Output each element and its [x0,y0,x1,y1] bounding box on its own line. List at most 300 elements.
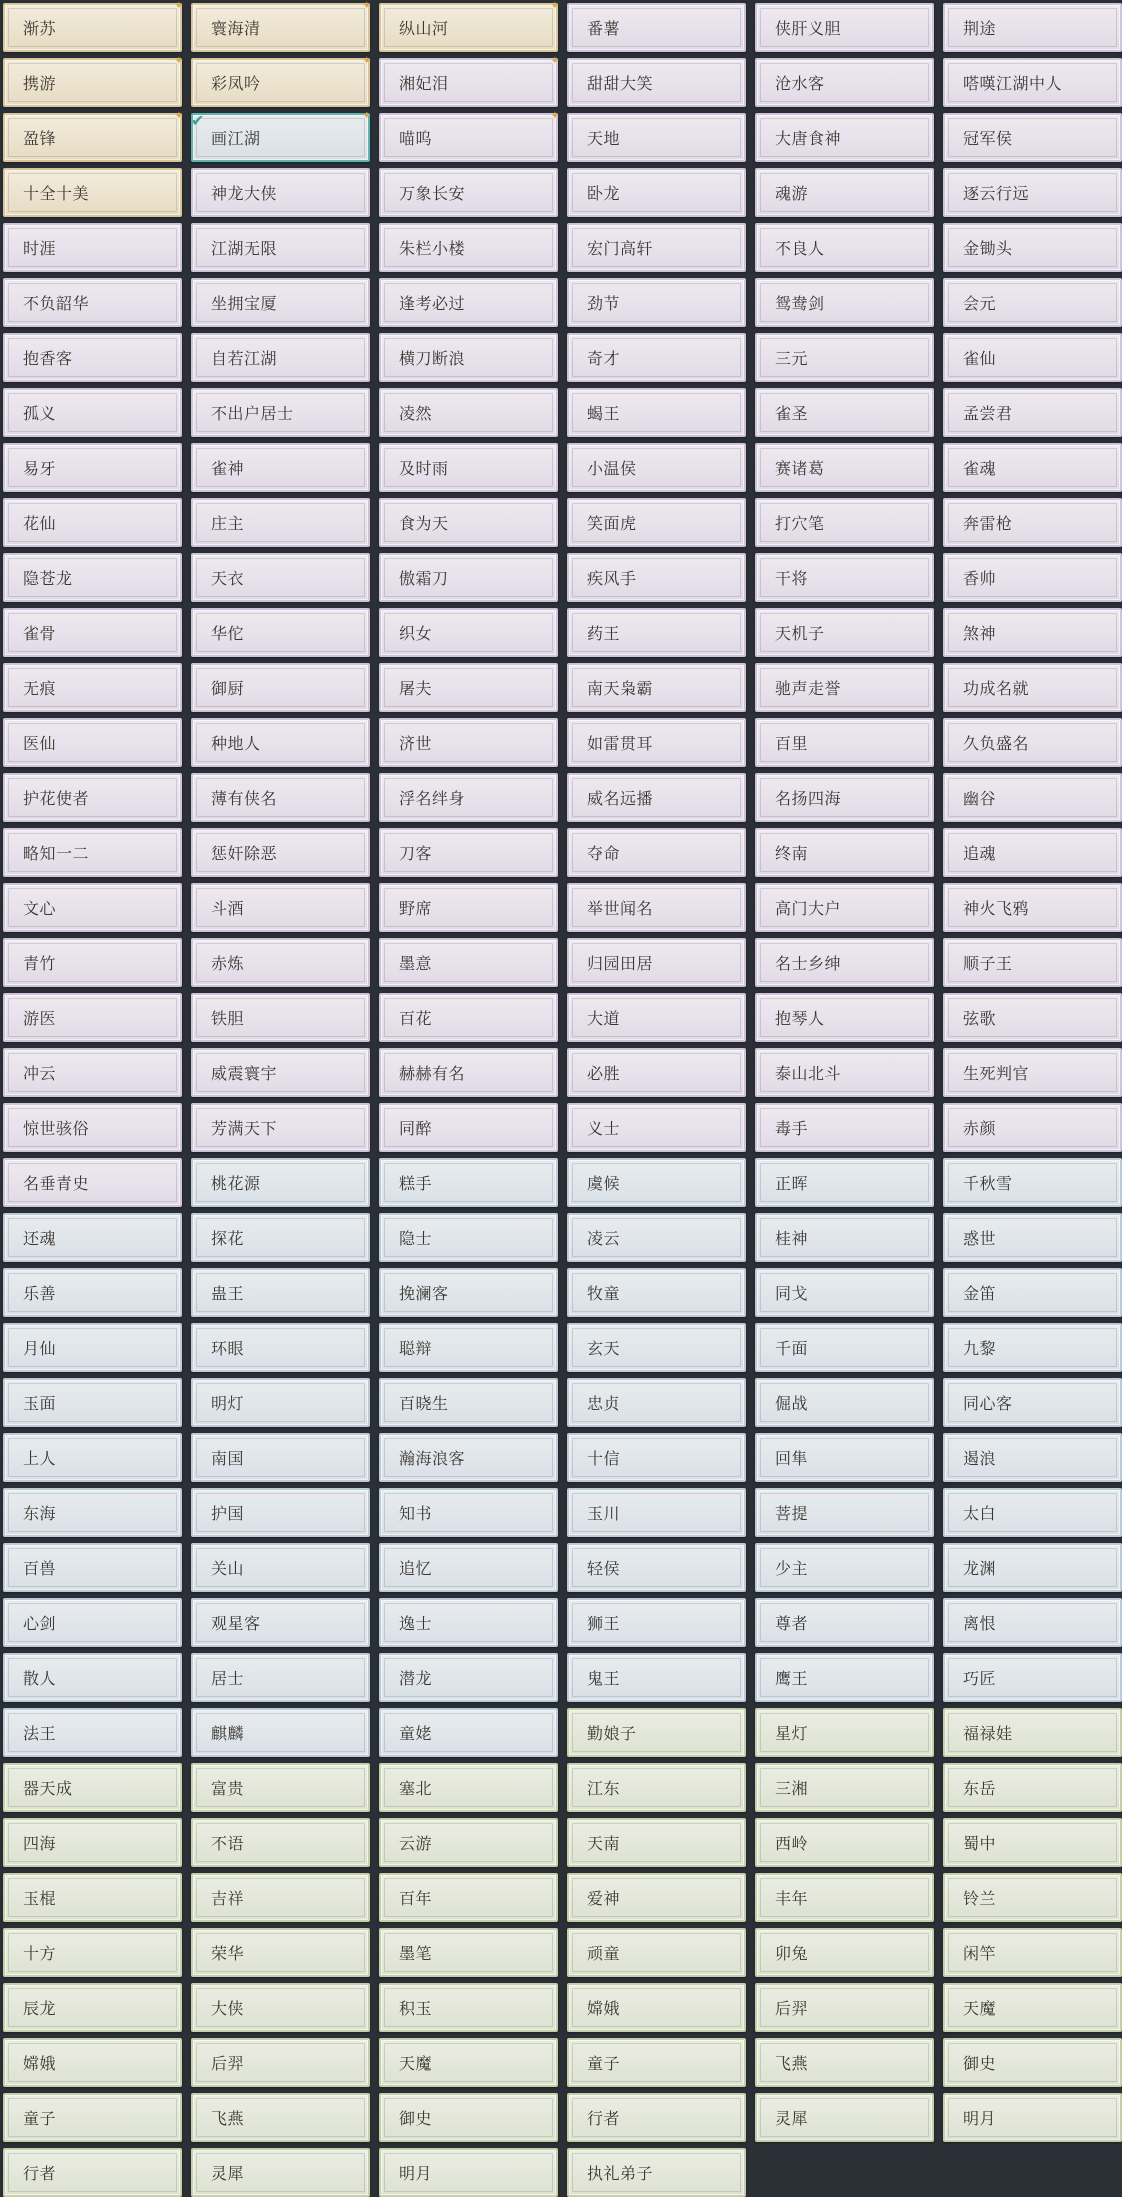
title-tag[interactable] [379,1928,558,1977]
title-tag[interactable] [943,2038,1122,2087]
title-tag[interactable] [755,333,934,382]
title-tag[interactable] [191,1158,370,1207]
title-tag[interactable] [567,663,746,712]
title-tag[interactable] [943,278,1122,327]
title-tag[interactable] [191,1928,370,1977]
title-tag[interactable] [3,168,182,217]
title-tag[interactable] [3,2093,182,2142]
title-tag[interactable] [3,1708,182,1757]
title-tag[interactable] [191,168,370,217]
title-tag-label: 少主 [775,1558,809,1578]
title-tag-label: 百晓生 [399,1393,449,1413]
title-tag[interactable] [3,498,182,547]
title-tag[interactable] [191,1543,370,1592]
title-tag[interactable] [379,223,558,272]
title-tag-label: 天魔 [399,2053,433,2073]
title-tag-label: 同醉 [399,1118,433,1138]
title-tag[interactable] [3,54,184,107]
title-tag[interactable] [755,1708,934,1757]
title-tag[interactable] [191,2148,370,2197]
title-tag-label: 奇才 [587,348,621,368]
title-tag-label: 居士 [211,1668,245,1688]
title-tag[interactable] [567,608,746,657]
title-tag-label: 墨意 [399,953,433,973]
title-tag[interactable] [755,1763,934,1812]
title-tag[interactable] [191,1708,370,1757]
title-tag[interactable] [379,2148,558,2197]
title-tag[interactable] [3,1763,182,1812]
title-tag[interactable] [567,1433,746,1482]
title-tag-label: 神龙大侠 [211,183,278,203]
title-tag-label: 华佗 [211,623,245,643]
title-tag[interactable] [3,828,182,877]
title-tag[interactable] [191,1873,370,1922]
title-tag-label: 忠贞 [587,1393,621,1413]
title-tag[interactable] [567,718,746,767]
title-tag[interactable] [943,58,1122,107]
title-tag[interactable] [191,1818,370,1867]
title-tag[interactable] [755,608,934,657]
title-tag[interactable] [943,773,1122,822]
title-tag[interactable] [3,1818,182,1867]
title-tag-label: 金锄头 [963,238,1013,258]
title-tag[interactable] [943,1763,1122,1812]
title-tag[interactable] [567,1818,746,1867]
title-tag[interactable] [3,1873,182,1922]
title-tag[interactable] [567,1708,746,1757]
title-tag-label: 千面 [775,1338,809,1358]
title-tag[interactable] [3,1158,182,1207]
title-tag[interactable] [3,1433,182,1482]
title-tag-label: 桂神 [775,1228,809,1248]
title-tag-label: 麒麟 [211,1723,245,1743]
title-tag[interactable] [943,1653,1122,1702]
title-tag[interactable] [191,388,370,437]
title-tag[interactable] [3,608,182,657]
title-tag[interactable] [567,388,746,437]
title-tag[interactable] [3,938,182,987]
title-tag-label: 顽童 [587,1943,621,1963]
title-tag[interactable] [379,718,558,767]
title-tag[interactable] [567,993,746,1042]
title-tag[interactable] [943,663,1122,712]
title-tag[interactable] [943,718,1122,767]
title-tag[interactable] [943,993,1122,1042]
title-tag[interactable] [379,1653,558,1702]
title-tag-label: 明灯 [211,1393,245,1413]
title-tag[interactable] [567,2093,746,2142]
title-tag-label: 虞候 [587,1173,621,1193]
title-tag-label: 明月 [963,2108,997,2128]
title-tag[interactable] [567,1103,746,1152]
title-tag-label: 隐苍龙 [23,568,73,588]
title-tag[interactable] [567,1928,746,1977]
title-tag[interactable] [567,223,746,272]
title-tag[interactable] [755,1873,934,1922]
title-tag[interactable] [191,443,370,492]
title-tag[interactable] [567,938,746,987]
title-tag[interactable] [567,1048,746,1097]
title-tag[interactable] [3,1378,182,1427]
title-tag[interactable] [567,1158,746,1207]
title-tag-label: 狮王 [587,1613,621,1633]
title-tag-label: 天南 [587,1833,621,1853]
title-tag[interactable] [3,333,182,382]
title-tag[interactable] [379,2038,558,2087]
title-tag[interactable] [379,1708,558,1757]
title-tag[interactable] [379,54,560,107]
title-tag[interactable] [943,1158,1122,1207]
title-tag[interactable] [379,608,558,657]
title-tag[interactable] [191,1103,370,1152]
title-tag[interactable] [379,663,558,712]
title-tag[interactable] [191,938,370,987]
title-tag[interactable] [755,1598,934,1647]
title-tag-label: 倔战 [775,1393,809,1413]
title-tag[interactable] [755,1543,934,1592]
title-tag[interactable] [755,1103,934,1152]
title-tag[interactable] [191,54,372,107]
title-tag[interactable] [379,168,558,217]
title-tag-label: 瀚海浪客 [399,1448,466,1468]
title-tag[interactable] [3,553,182,602]
title-tag[interactable] [379,993,558,1042]
title-tag[interactable] [755,718,934,767]
title-tag[interactable] [943,1488,1122,1537]
title-tag[interactable] [3,1983,182,2032]
title-tag[interactable] [755,2038,934,2087]
title-tag[interactable] [191,2038,370,2087]
title-tag[interactable] [943,1598,1122,1647]
title-tag[interactable] [755,773,934,822]
title-tag[interactable] [379,883,558,932]
title-tag[interactable] [379,388,558,437]
title-tag[interactable] [755,443,934,492]
title-tag[interactable] [567,1983,746,2032]
title-tag[interactable] [379,1983,558,2032]
title-tag[interactable] [943,1818,1122,1867]
title-tag[interactable] [567,168,746,217]
title-tag[interactable] [943,1378,1122,1427]
title-tag-label: 太白 [963,1503,997,1523]
title-tag[interactable] [755,223,934,272]
title-tag[interactable] [943,113,1122,162]
title-tag[interactable] [3,443,182,492]
title-tag[interactable] [3,718,182,767]
title-tag[interactable] [191,1268,370,1317]
title-tag[interactable] [191,993,370,1042]
title-tag[interactable] [567,773,746,822]
title-tag-label: 蜀中 [963,1833,997,1853]
title-tag[interactable] [567,1378,746,1427]
title-tag[interactable] [191,2093,370,2142]
title-tag[interactable] [191,663,370,712]
title-tag[interactable] [567,1323,746,1372]
title-tag[interactable] [3,1213,182,1262]
title-tag[interactable] [191,278,370,327]
title-tag[interactable] [943,2093,1122,2142]
title-tag[interactable] [3,773,182,822]
title-tag[interactable] [379,1048,558,1097]
title-tag[interactable] [379,1433,558,1482]
title-tag-label: 顺子王 [963,953,1013,973]
title-tag-label: 明月 [399,2163,433,2183]
title-tag[interactable] [379,1323,558,1372]
title-tag-label: 小温侯 [587,458,637,478]
title-tag[interactable] [191,1763,370,1812]
title-tag-label: 济世 [399,733,433,753]
title-tag[interactable] [379,109,560,162]
title-tag-label: 神火飞鸦 [963,898,1030,918]
title-tag[interactable] [755,3,934,52]
title-tag[interactable] [3,1268,182,1317]
title-tag-label: 爱神 [587,1888,621,1908]
title-tag[interactable] [755,1213,934,1262]
title-tag[interactable] [943,1983,1122,2032]
title-tag-label: 追魂 [963,843,997,863]
title-tag[interactable] [379,1378,558,1427]
title-tag-label: 童子 [23,2108,57,2128]
title-tag[interactable] [755,1983,934,2032]
title-tag[interactable] [943,498,1122,547]
title-tag[interactable] [567,443,746,492]
title-tag-label: 九黎 [963,1338,997,1358]
title-tag[interactable] [567,113,746,162]
title-tag[interactable] [567,1873,746,1922]
title-tag-label: 南国 [211,1448,245,1468]
title-tag[interactable] [567,828,746,877]
title-tag[interactable] [755,1653,934,1702]
title-tag[interactable] [3,2148,182,2197]
title-tag[interactable] [755,553,934,602]
title-tag[interactable] [191,608,370,657]
title-tag[interactable] [943,168,1122,217]
title-tag[interactable] [943,1873,1122,1922]
title-tag[interactable] [943,1928,1122,1977]
title-tag[interactable] [191,828,370,877]
title-tag[interactable] [379,1818,558,1867]
title-tag[interactable] [379,1543,558,1592]
title-tag[interactable] [3,1488,182,1537]
title-tag-label: 久负盛名 [963,733,1030,753]
title-tag[interactable] [379,0,560,52]
title-tag[interactable] [379,1213,558,1262]
title-tag[interactable] [3,2038,182,2087]
title-tag-label: 泰山北斗 [775,1063,842,1083]
title-tag[interactable] [943,443,1122,492]
title-tag[interactable] [567,58,746,107]
title-tag-label: 东海 [23,1503,57,1523]
title-tag[interactable] [567,1488,746,1537]
title-tag[interactable] [379,1598,558,1647]
title-tag[interactable] [379,2093,558,2142]
title-tag[interactable] [191,0,372,52]
title-tag[interactable] [3,1543,182,1592]
title-tag[interactable] [379,333,558,382]
title-tag-label: 宏门高轩 [587,238,654,258]
title-tag-label: 织女 [399,623,433,643]
title-tag[interactable] [379,553,558,602]
title-tag[interactable] [755,1323,934,1372]
title-tag[interactable] [3,993,182,1042]
title-tag[interactable] [3,1653,182,1702]
title-tag[interactable] [755,2093,934,2142]
title-tag[interactable] [755,1488,934,1537]
title-tag[interactable] [191,1323,370,1372]
title-tag[interactable] [3,109,184,162]
title-tag[interactable] [567,1598,746,1647]
title-tag[interactable] [191,223,370,272]
title-tag[interactable] [943,223,1122,272]
title-tag[interactable] [755,1158,934,1207]
title-tag[interactable] [3,0,184,52]
title-tag-label: 百花 [399,1008,433,1028]
title-tag[interactable] [567,2148,746,2197]
title-tag[interactable] [379,498,558,547]
title-tag[interactable] [379,1103,558,1152]
title-tag[interactable] [3,1103,182,1152]
title-tag-label: 鬼王 [587,1668,621,1688]
title-tag[interactable] [755,828,934,877]
title-tag-label: 雀魂 [963,458,997,478]
title-tag[interactable] [191,1983,370,2032]
title-tag-label: 赤颜 [963,1118,997,1138]
title-tag[interactable] [379,828,558,877]
title-tag[interactable] [379,938,558,987]
title-tag[interactable] [943,1213,1122,1262]
title-tag[interactable] [755,993,934,1042]
title-tag[interactable] [755,1048,934,1097]
title-tag[interactable] [755,388,934,437]
title-tag-label: 四海 [23,1833,57,1853]
title-tag[interactable] [943,1708,1122,1757]
title-tag[interactable] [755,663,934,712]
title-tag[interactable] [191,1213,370,1262]
title-tag[interactable] [379,1488,558,1537]
title-tag-label: 同心客 [963,1393,1013,1413]
title-tag-label: 十信 [587,1448,621,1468]
title-tag-label: 南天枭霸 [587,678,654,698]
title-tag[interactable] [3,883,182,932]
title-tag[interactable] [567,333,746,382]
title-tag[interactable] [943,3,1122,52]
title-tag[interactable] [943,1103,1122,1152]
title-tag[interactable] [567,2038,746,2087]
title-tag-label: 回隼 [775,1448,809,1468]
title-tag[interactable] [191,883,370,932]
title-tag[interactable] [567,1213,746,1262]
title-tag[interactable] [191,498,370,547]
title-tag[interactable] [3,1598,182,1647]
title-tag[interactable] [3,663,182,712]
title-tag-label: 归园田居 [587,953,654,973]
title-tag[interactable] [943,938,1122,987]
title-tag[interactable] [755,278,934,327]
title-tag[interactable] [567,1543,746,1592]
title-tag-label: 勤娘子 [587,1723,637,1743]
title-tag[interactable] [567,3,746,52]
title-tag[interactable] [191,1048,370,1097]
title-tag[interactable] [755,1268,934,1317]
title-tag[interactable] [755,113,934,162]
title-tag[interactable] [943,388,1122,437]
title-tag[interactable] [3,1048,182,1097]
title-tag-label: 易牙 [23,458,57,478]
title-tag[interactable] [379,773,558,822]
title-tag[interactable] [379,1873,558,1922]
title-tag[interactable] [191,553,370,602]
title-tag-label: 斗酒 [211,898,245,918]
title-tag-label: 探花 [211,1228,245,1248]
title-tag-label: 聪辩 [399,1338,433,1358]
title-tag[interactable] [379,278,558,327]
checkmark-icon: ✔ [191,111,205,130]
title-tag[interactable] [191,718,370,767]
title-tag[interactable] [379,1268,558,1317]
title-tag[interactable] [379,443,558,492]
title-tag[interactable] [3,223,182,272]
title-tag-label: 星灯 [775,1723,809,1743]
title-tag[interactable] [755,938,934,987]
title-tag[interactable] [3,1323,182,1372]
title-tag[interactable] [943,828,1122,877]
title-tag-label: 及时雨 [399,458,449,478]
title-tag-label: 凌然 [399,403,433,423]
title-tag[interactable] [943,1433,1122,1482]
title-tag[interactable] [755,1433,934,1482]
title-tag[interactable] [755,498,934,547]
title-tag[interactable] [567,278,746,327]
title-tag[interactable] [191,1653,370,1702]
title-tag[interactable] [191,1433,370,1482]
title-tag[interactable] [567,1763,746,1812]
title-tag[interactable] [755,168,934,217]
title-tag[interactable] [191,1598,370,1647]
title-tag[interactable] [3,1928,182,1977]
title-tag[interactable] [379,1158,558,1207]
title-tag[interactable] [191,333,370,382]
title-tag[interactable] [755,883,934,932]
star-icon: ✦ [174,109,184,122]
title-tag[interactable] [191,1488,370,1537]
title-tag[interactable] [943,553,1122,602]
title-tag[interactable] [379,1763,558,1812]
title-tag[interactable] [755,1928,934,1977]
title-tag[interactable] [943,1543,1122,1592]
title-tag[interactable] [943,1323,1122,1372]
title-tag[interactable] [943,333,1122,382]
title-tag[interactable] [567,553,746,602]
title-tag[interactable] [3,388,182,437]
title-tag[interactable] [191,773,370,822]
title-tag[interactable] [567,498,746,547]
title-tag-label: 御史 [963,2053,997,2073]
title-tag[interactable] [943,883,1122,932]
title-tag[interactable] [755,58,934,107]
title-tag[interactable] [755,1378,934,1427]
title-tag[interactable] [943,1048,1122,1097]
title-tag[interactable] [943,1268,1122,1317]
title-tag[interactable] [567,883,746,932]
title-tag[interactable] [567,1268,746,1317]
title-tag[interactable] [191,109,372,162]
title-tag-label: 正晖 [775,1173,809,1193]
title-tag[interactable] [943,608,1122,657]
title-tag[interactable] [755,1818,934,1867]
title-tag[interactable] [191,1378,370,1427]
title-tag[interactable] [3,278,182,327]
title-tag[interactable] [567,1653,746,1702]
